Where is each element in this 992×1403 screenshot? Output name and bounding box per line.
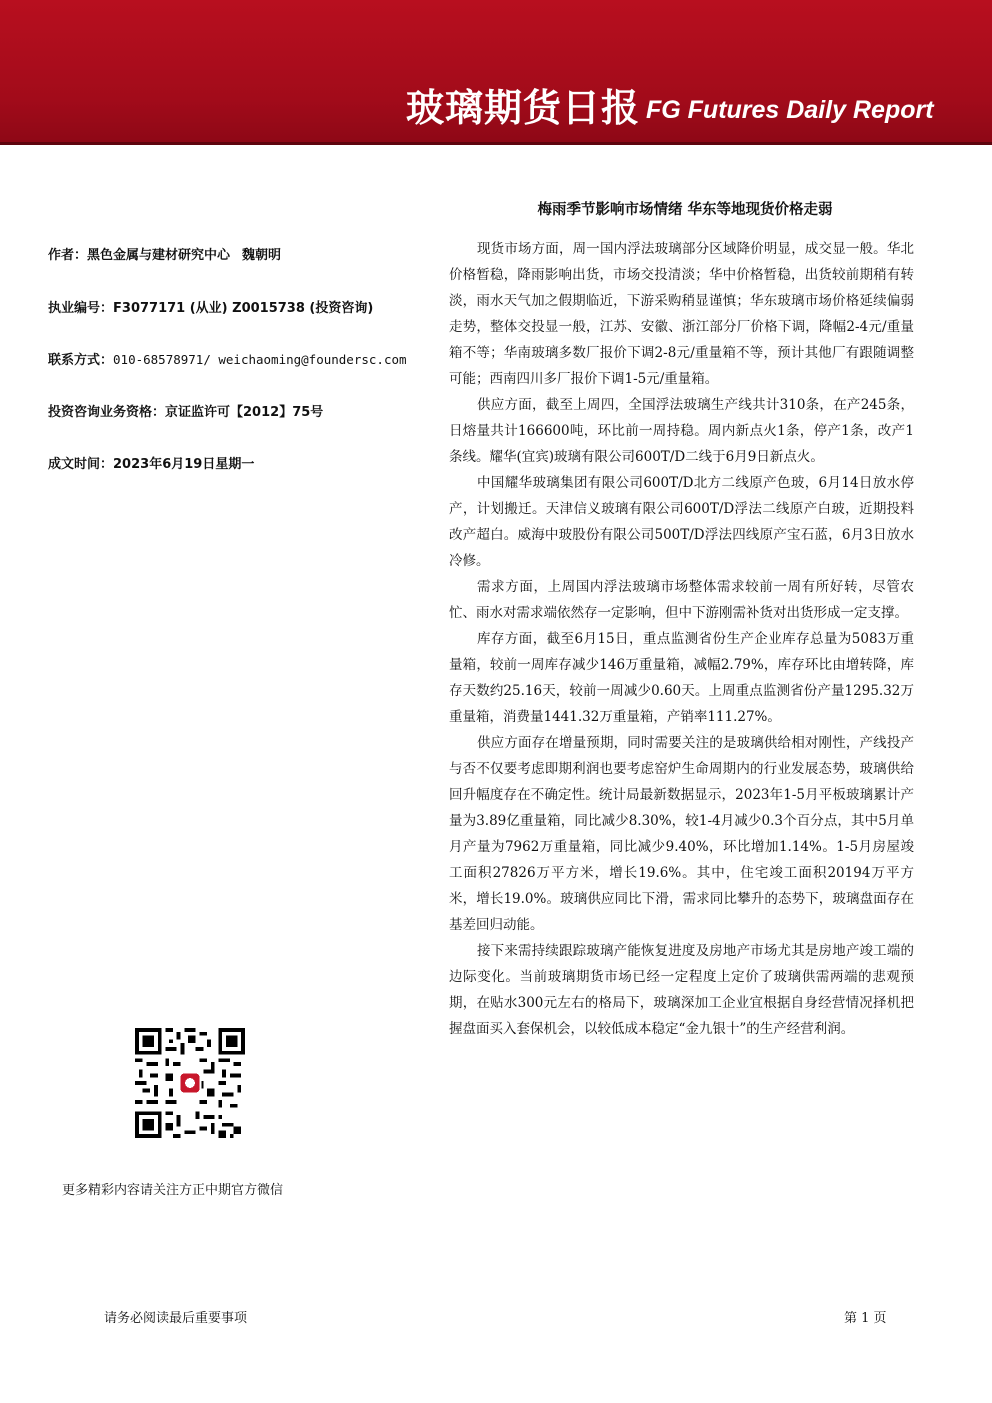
report-title-cn: 玻璃期货日报 xyxy=(406,86,641,130)
meta-author-name: 魏朝明 xyxy=(242,248,282,263)
paragraph-outlook: 供应方面存在增量预期，同时需要关注的是玻璃供给相对刚性，产线投产与否不仅要考虑即期利润也要考虑窑炉生命周期内的行业发展态势，玻璃供给回升幅度存在不确定性。统计局最新数据显示，2023年1-5月平板玻璃累计产量为3.89亿重量箱，同比减少8.30%，较1-4月减少0.3个百分点，其中5月单月产量为7962万重量箱，同比减少9.40%，环比增加1.14%。1-5月房屋竣工面积27826万平方米，增长19.6%。其中，住宅竣工面积20194万平方米，增长19.0%。玻璃供应同比下滑，需求同比攀升的态势下，玻璃盘面存在基差回归动能。 xyxy=(449,735,914,933)
meta-license-value: F3077171 (从业) Z0015738 (投资咨询) xyxy=(113,301,374,316)
article-body xyxy=(449,236,914,1042)
meta-date-label: 成文时间： xyxy=(48,457,114,472)
page-number: 第 1 页 xyxy=(844,1311,887,1326)
paragraph-production-lines: 中国耀华玻璃集团有限公司600T/D北方二线原产色玻，6月14日放水停产，计划搬迁。天津信义玻璃有限公司600T/D浮法二线原产白玻，近期投料改产超白。威海中玻股份有限公司500T/D浮法四线原产宝石蓝，6月3日放水冷修。 xyxy=(449,475,914,569)
footer-notice: 请务必阅读最后重要事项 xyxy=(104,1311,248,1326)
meta-date xyxy=(48,453,254,472)
meta-author-value: 黑色金属与建材研究中心 xyxy=(87,248,231,263)
paragraph-strategy: 接下来需持续跟踪玻璃产能恢复进度及房地产市场尤其是房地产竣工端的边际变化。当前玻璃期货市场已经一定程度上定价了玻璃供需两端的悲观预期，在贴水300元左右的格局下，玻璃深加工企业宜根据自身经营情况择机把握盘面买入套保机会，以较低成本稳定“金九银十”的生产经营利润。 xyxy=(449,943,914,1037)
meta-qualification xyxy=(48,401,323,420)
meta-license xyxy=(48,297,373,316)
qr-caption: 更多精彩内容请关注方正中期官方微信 xyxy=(62,1183,284,1198)
meta-author-label: 作者： xyxy=(48,248,88,263)
paragraph-inventory: 库存方面，截至6月15日，重点监测省份生产企业库存总量为5083万重量箱，较前一周库存减少146万重量箱，减幅2.79%，库存环比由增转降，库存天数约25.16天，较前一周减少0.60天。上周重点监测省份产量1295.32万重量箱，消费量1441.32万重量箱，产销率111.27%。 xyxy=(449,631,914,725)
article-headline: 梅雨季节影响市场情绪 华东等地现货价格走弱 xyxy=(537,202,833,218)
wechat-qr-code-icon xyxy=(135,1028,245,1138)
meta-date-value: 2023年6月19日星期一 xyxy=(113,457,255,472)
report-title-en: FG Futures Daily Report xyxy=(646,96,934,124)
meta-qualification-label: 投资咨询业务资格： xyxy=(48,405,166,420)
meta-contact-value[interactable]: 010-68578971/ weichaoming@foundersc.com xyxy=(113,352,407,367)
paragraph-spot-market: 现货市场方面，周一国内浮法玻璃部分区域降价明显，成交显一般。华北价格暂稳，降雨影响出货，市场交投清淡；华中价格暂稳，出货较前期稍有转淡，雨水天气加之假期临近，下游采购稍显谨慎；华东玻璃市场价格延续偏弱走势，整体交投显一般，江苏、安徽、浙江部分厂价格下调，降幅2-4元/重量箱不等；华南玻璃多数厂报价下调2-8元/重量箱不等，预计其他厂有跟随调整可能；西南四川多厂报价下调1-5元/重量箱。 xyxy=(449,241,914,387)
meta-contact-label: 联系方式： xyxy=(48,353,114,368)
paragraph-demand: 需求方面，上周国内浮法玻璃市场整体需求较前一周有所好转，尽管农忙、雨水对需求端依然存一定影响，但中下游刚需补货对出货形成一定支撑。 xyxy=(449,579,914,621)
header-banner xyxy=(0,0,992,145)
meta-license-label: 执业编号： xyxy=(48,301,114,316)
meta-contact xyxy=(48,349,407,368)
meta-qualification-value: 京证监许可【2012】75号 xyxy=(165,405,324,420)
paragraph-supply: 供应方面，截至上周四，全国浮法玻璃生产线共计310条，在产245条，日熔量共计166600吨，环比前一周持稳。周内新点火1条，停产1条，改产1条线。耀华(宜宾)玻璃有限公司600T/D二线于6月9日新点火。 xyxy=(449,397,914,465)
meta-author xyxy=(48,244,281,263)
